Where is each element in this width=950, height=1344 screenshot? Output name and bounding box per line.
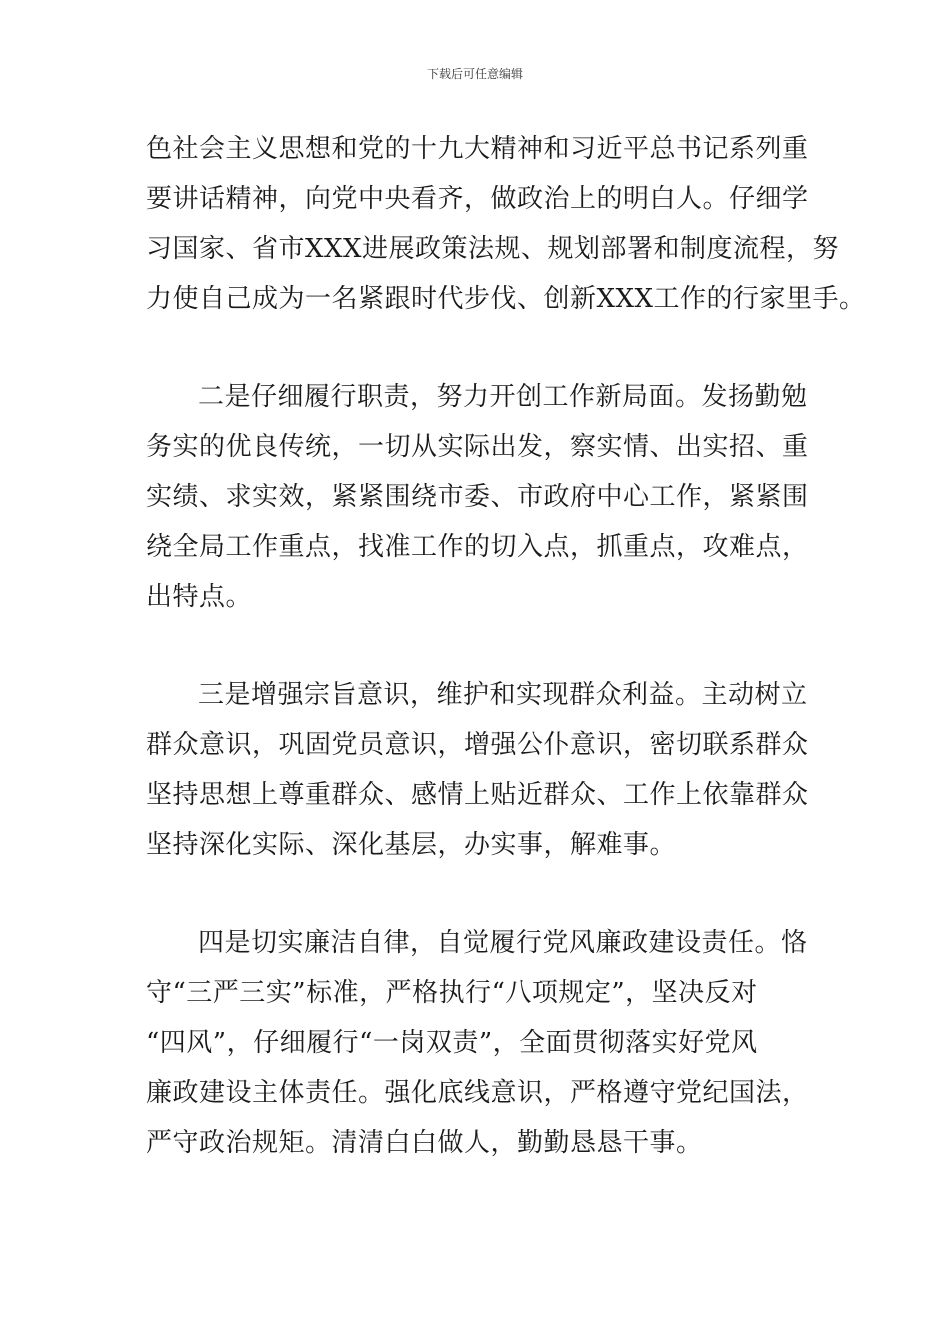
paragraph-3-line-1: 三是增强宗旨意识，维护和实现群众利益。主动树立 <box>198 680 808 710</box>
paragraph-3-line-4: 坚持深化实际、深化基层，办实事，解难事。 <box>146 830 677 860</box>
paragraph-1-line-4: 力使自己成为一名紧跟时代步伐、创新XXX工作的行家里手。 <box>146 284 866 314</box>
paragraph-4-line-2: 守“三严三实”标准，严格执行“八项规定”，坚决反对 <box>146 978 758 1008</box>
paragraph-1-line-3: 习国家、省市XXX进展政策法规、规划部署和制度流程，努 <box>146 234 840 264</box>
paragraph-4-line-3: “四风”，仔细履行“一岗双责”，全面贯彻落实好党风 <box>146 1028 758 1058</box>
page-header: 下载后可任意编辑 <box>426 67 523 81</box>
paragraph-3-line-3: 坚持思想上尊重群众、感情上贴近群众、工作上依靠群众 <box>146 780 809 810</box>
paragraph-2-line-2: 务实的优良传统，一切从实际出发，察实情、出实招、重 <box>146 432 809 462</box>
paragraph-2-line-1: 二是仔细履行职责，努力开创工作新局面。发扬勤勉 <box>198 382 808 412</box>
paragraph-4-line-5: 严守政治规矩。清清白白做人，勤勤恳恳干事。 <box>146 1128 703 1158</box>
paragraph-1-line-1: 色社会主义思想和党的十九大精神和习近平总书记系列重 <box>146 134 809 164</box>
paragraph-4-line-1: 四是切实廉洁自律，自觉履行党风廉政建设责任。恪 <box>198 928 808 958</box>
paragraph-2-line-5: 出特点。 <box>146 582 253 612</box>
paragraph-3-line-2: 群众意识，巩固党员意识，增强公仆意识，密切联系群众 <box>146 730 809 760</box>
paragraph-2-line-4: 绕全局工作重点，找准工作的切入点，抓重点，攻难点， <box>146 532 809 562</box>
paragraph-4-line-4: 廉政建设主体责任。强化底线意识，严格遵守党纪国法， <box>146 1078 809 1108</box>
paragraph-1-line-2: 要讲话精神，向党中央看齐，做政治上的明白人。仔细学 <box>146 184 809 214</box>
paragraph-2-line-3: 实绩、求实效，紧紧围绕市委、市政府中心工作，紧紧围 <box>146 482 809 512</box>
